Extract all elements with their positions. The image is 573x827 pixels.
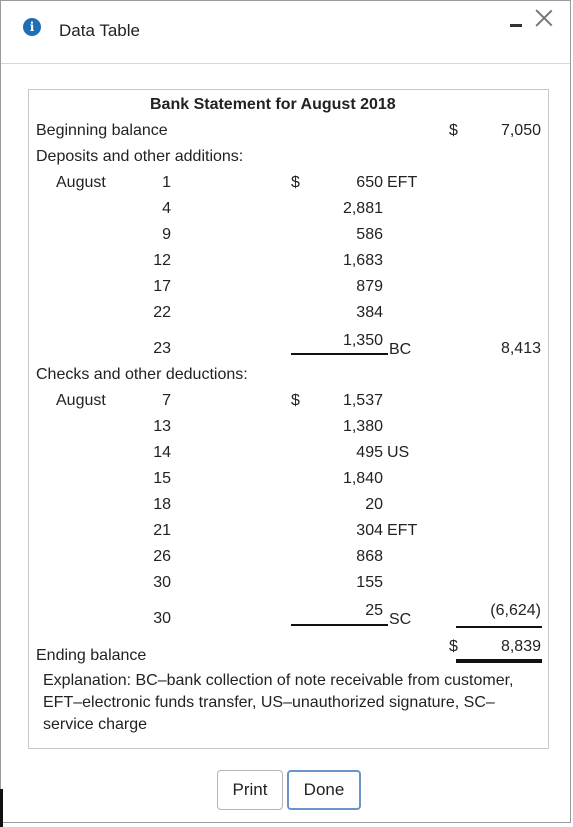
- print-button[interactable]: Print: [217, 770, 283, 810]
- ending-balance-label: Ending balance: [36, 647, 147, 664]
- deposit-day: 12: [153, 252, 171, 269]
- statement-title: Bank Statement for August 2018: [150, 96, 396, 113]
- explanation-note: Explanation: BC–bank collection of note receivable from customer, EFT–electronic funds transfer, US–unauthorized signature, SC–service charge: [43, 672, 514, 733]
- check-day: 14: [153, 444, 171, 461]
- deposit-day: 23: [153, 340, 171, 357]
- check-day: 30: [153, 610, 171, 627]
- window-edge: [0, 789, 3, 827]
- check-code: US: [387, 444, 410, 461]
- deposits-month: August: [56, 174, 106, 191]
- check-amount: 155: [356, 574, 383, 591]
- minimize-icon[interactable]: [510, 24, 522, 27]
- deposit-amount: 879: [356, 278, 383, 295]
- check-amount: 20: [365, 496, 383, 513]
- close-icon[interactable]: [533, 7, 555, 29]
- beginning-balance-amount: 7,050: [500, 122, 541, 139]
- check-day: 21: [153, 522, 171, 539]
- check-day: 15: [153, 470, 171, 487]
- ending-balance-currency: $: [449, 638, 458, 655]
- deposits-heading: Deposits and other additions:: [36, 148, 244, 165]
- check-amount: 1,380: [342, 418, 383, 435]
- deposit-code: EFT: [387, 174, 418, 191]
- deposits-currency: $: [291, 174, 300, 191]
- check-amount: 25: [365, 602, 383, 619]
- check-day: 13: [153, 418, 171, 435]
- dialog-titlebar: [1, 1, 570, 64]
- deposits-total: 8,413: [500, 340, 541, 357]
- ending-balance-amount: 8,839: [500, 638, 541, 655]
- check-day: 7: [162, 392, 171, 409]
- check-code: SC: [389, 611, 412, 628]
- beginning-balance-currency: $: [449, 122, 458, 139]
- deposit-day: 17: [153, 278, 171, 295]
- deposit-day: 9: [162, 226, 171, 243]
- deposit-amount: 384: [356, 304, 383, 321]
- check-day: 26: [153, 548, 171, 565]
- check-amount: 495: [356, 444, 383, 461]
- statement-panel: [28, 89, 549, 749]
- deposit-amount: 1,683: [342, 252, 383, 269]
- deposit-day: 22: [153, 304, 171, 321]
- info-icon: i: [23, 18, 41, 36]
- deposit-amount: 650: [356, 174, 383, 191]
- checks-currency: $: [291, 392, 300, 409]
- deposit-amount: 586: [356, 226, 383, 243]
- deposit-day: 1: [162, 174, 171, 191]
- check-day: 18: [153, 496, 171, 513]
- check-amount: 1,840: [342, 470, 383, 487]
- check-amount: 868: [356, 548, 383, 565]
- check-amount: 304: [356, 522, 383, 539]
- beginning-balance-label: Beginning balance: [36, 122, 168, 139]
- checks-month: August: [56, 392, 106, 409]
- checks-heading: Checks and other deductions:: [36, 366, 248, 383]
- check-code: EFT: [387, 522, 418, 539]
- deposit-day: 4: [162, 200, 171, 217]
- dialog-title: Data Table: [59, 21, 140, 40]
- done-button[interactable]: Done: [287, 770, 361, 810]
- deposit-amount: 1,350: [342, 332, 383, 349]
- deposit-amount: 2,881: [342, 200, 383, 217]
- check-day: 30: [153, 574, 171, 591]
- check-amount: 1,537: [342, 392, 383, 409]
- deposit-code: BC: [389, 341, 412, 358]
- checks-total: (6,624): [490, 602, 541, 619]
